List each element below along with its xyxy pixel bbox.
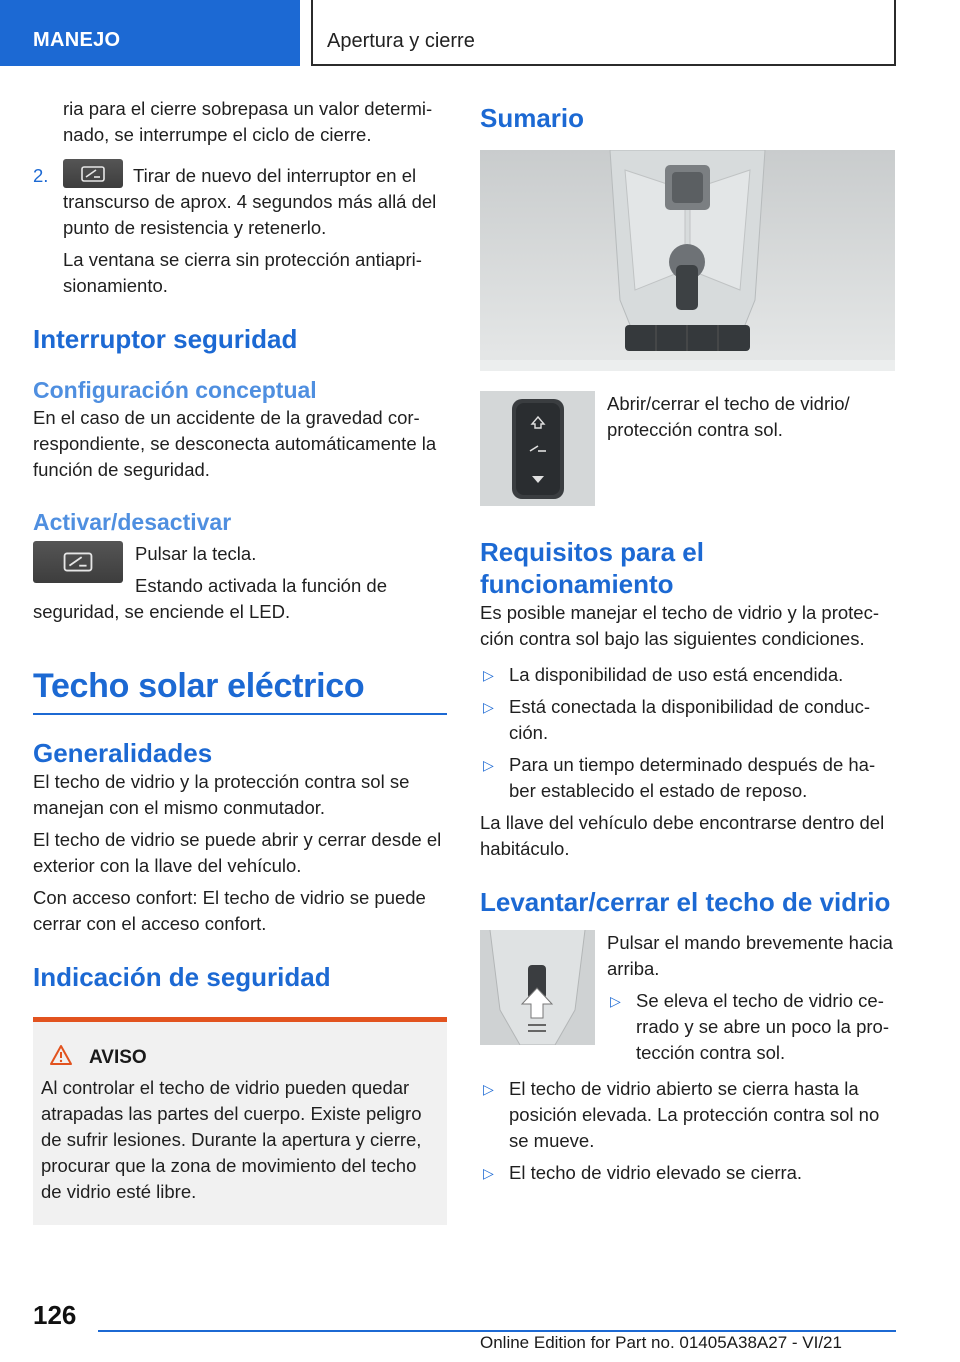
bullet-triangle-icon: ▷ [483,1165,494,1181]
heading-indicacion-seguridad: Indicación de seguridad [33,962,331,992]
roof-lift-image [480,930,595,1045]
list-item [480,1160,895,1186]
window-safety-switch-icon [33,541,123,583]
heading-techo-solar: Techo solar eléctrico [33,665,447,715]
right-column [480,96,895,1192]
levantar-row [480,930,895,1072]
list-item [480,1076,895,1154]
page-number: 126 [33,1300,77,1330]
warning-title: AVISO [89,1046,147,1068]
header-chapter-label: Apertura y cierre [327,30,475,52]
switch-caption: Abrir/cerrar el techo de vidrio/ protección contra sol. [607,393,850,440]
activar-block [33,541,447,625]
step-number: 2. [33,165,49,186]
warning-text: Al controlar el techo de vidrio pueden quedar atrapadas las partes del cuerpo. Existe peligro de sufrir lesiones. Durante la apertura y cierre, procurar que la zona de movimiento del techo de vidrio esté libre. [41,1077,422,1202]
bullet-triangle-icon: ▷ [483,1081,494,1097]
levantar-text: Pulsar el mando brevemente hacia arriba. [607,932,893,979]
list-item-text: El techo de vidrio abierto se cierra hasta la posición elevada. La protección contra sol no se mueve. [509,1078,880,1151]
step-2 [33,163,447,299]
warning-box [33,1017,447,1225]
activar-text-1: Pulsar la tecla. [135,543,257,564]
header-section-tab [0,0,300,66]
warning-triangle-icon [49,1044,73,1071]
levantar-text-block [607,930,895,1072]
config-paragraph: En el caso de un accidente de la gravedad correspondiente, se desconecta automáticamente la función de seguridad. [33,407,437,480]
intro-paragraph: ria para el cierre sobrepasa un valor determinado, se interrumpe el ciclo de cierre. [63,98,433,145]
heading-interruptor-seguridad: Interruptor seguridad [33,324,298,354]
footer-divider [98,1330,896,1332]
roof-switch-image [480,391,595,506]
header-section-label: MANEJO [33,29,121,51]
overhead-console-image [480,150,895,371]
list-item-text: Está conectada la disponibilidad de conducción. [509,696,871,743]
heading-levantar-cerrar: Levantar/cerrar el techo de vidrio [480,887,891,917]
heading-sumario: Sumario [480,103,585,133]
heading-generalidades: Generalidades [33,738,213,768]
generalidades-text-3: Con acceso confort: El techo de vidrio se puede cerrar con el acceso confort. [33,887,426,934]
heading-requisitos: Requisitos para el funcionamiento [480,537,704,599]
generalidades-text-2: El techo de vidrio se puede abrir y cerrar desde el exterior con la llave del vehículo. [33,829,442,876]
llave-text: La llave del vehículo debe encontrarse dentro del habitáculo. [480,812,885,859]
step-2-result: La ventana se cierra sin protección antiaprisionamiento. [63,249,422,296]
step-2-text [63,163,447,241]
list-item-text: Para un tiempo determinado después de haber establecido el estado de reposo. [509,754,876,801]
bullet-triangle-icon: ▷ [483,699,494,715]
list-item-text: El techo de vidrio elevado se cierra. [509,1162,803,1183]
step-2-instruction: Tirar de nuevo del interruptor en el transcurso de aprox. 4 segundos más allá del punto de resistencia y retenerlo. [63,165,437,238]
levantar-inner-list [607,988,895,1066]
warning-header [41,1044,438,1071]
heading-activar-desactivar: Activar/desactivar [33,509,232,535]
bullet-triangle-icon: ▷ [610,993,621,1009]
requisitos-list [480,662,895,804]
footer-edition: Online Edition for Part no. 01405A38A27 - VI/21 [480,1333,842,1352]
generalidades-text-1: El techo de vidrio y la protección contra sol se manejan con el mismo conmutador. [33,771,410,818]
left-column [33,96,447,1225]
bullet-triangle-icon: ▷ [483,667,494,683]
window-safety-switch-icon [63,159,123,188]
levantar-list [480,1076,895,1186]
switch-row [480,391,895,506]
heading-configuracion: Configuración conceptual [33,377,317,403]
activar-text-2: Estando activada la función de seguridad, se enciende el LED. [33,575,387,622]
list-item-text: Se eleva el techo de vidrio cerrado y se abre un poco la protección contra sol. [636,990,889,1063]
header-chapter-tab [311,0,896,66]
list-item [607,988,895,1066]
requisitos-text: Es posible manejar el techo de vidrio y la protección contra sol bajo las siguientes condiciones. [480,602,879,649]
list-item [480,694,895,746]
list-item [480,662,895,688]
list-item-text: La disponibilidad de uso está encendida. [509,664,844,685]
list-item [480,752,895,804]
bullet-triangle-icon: ▷ [483,757,494,773]
